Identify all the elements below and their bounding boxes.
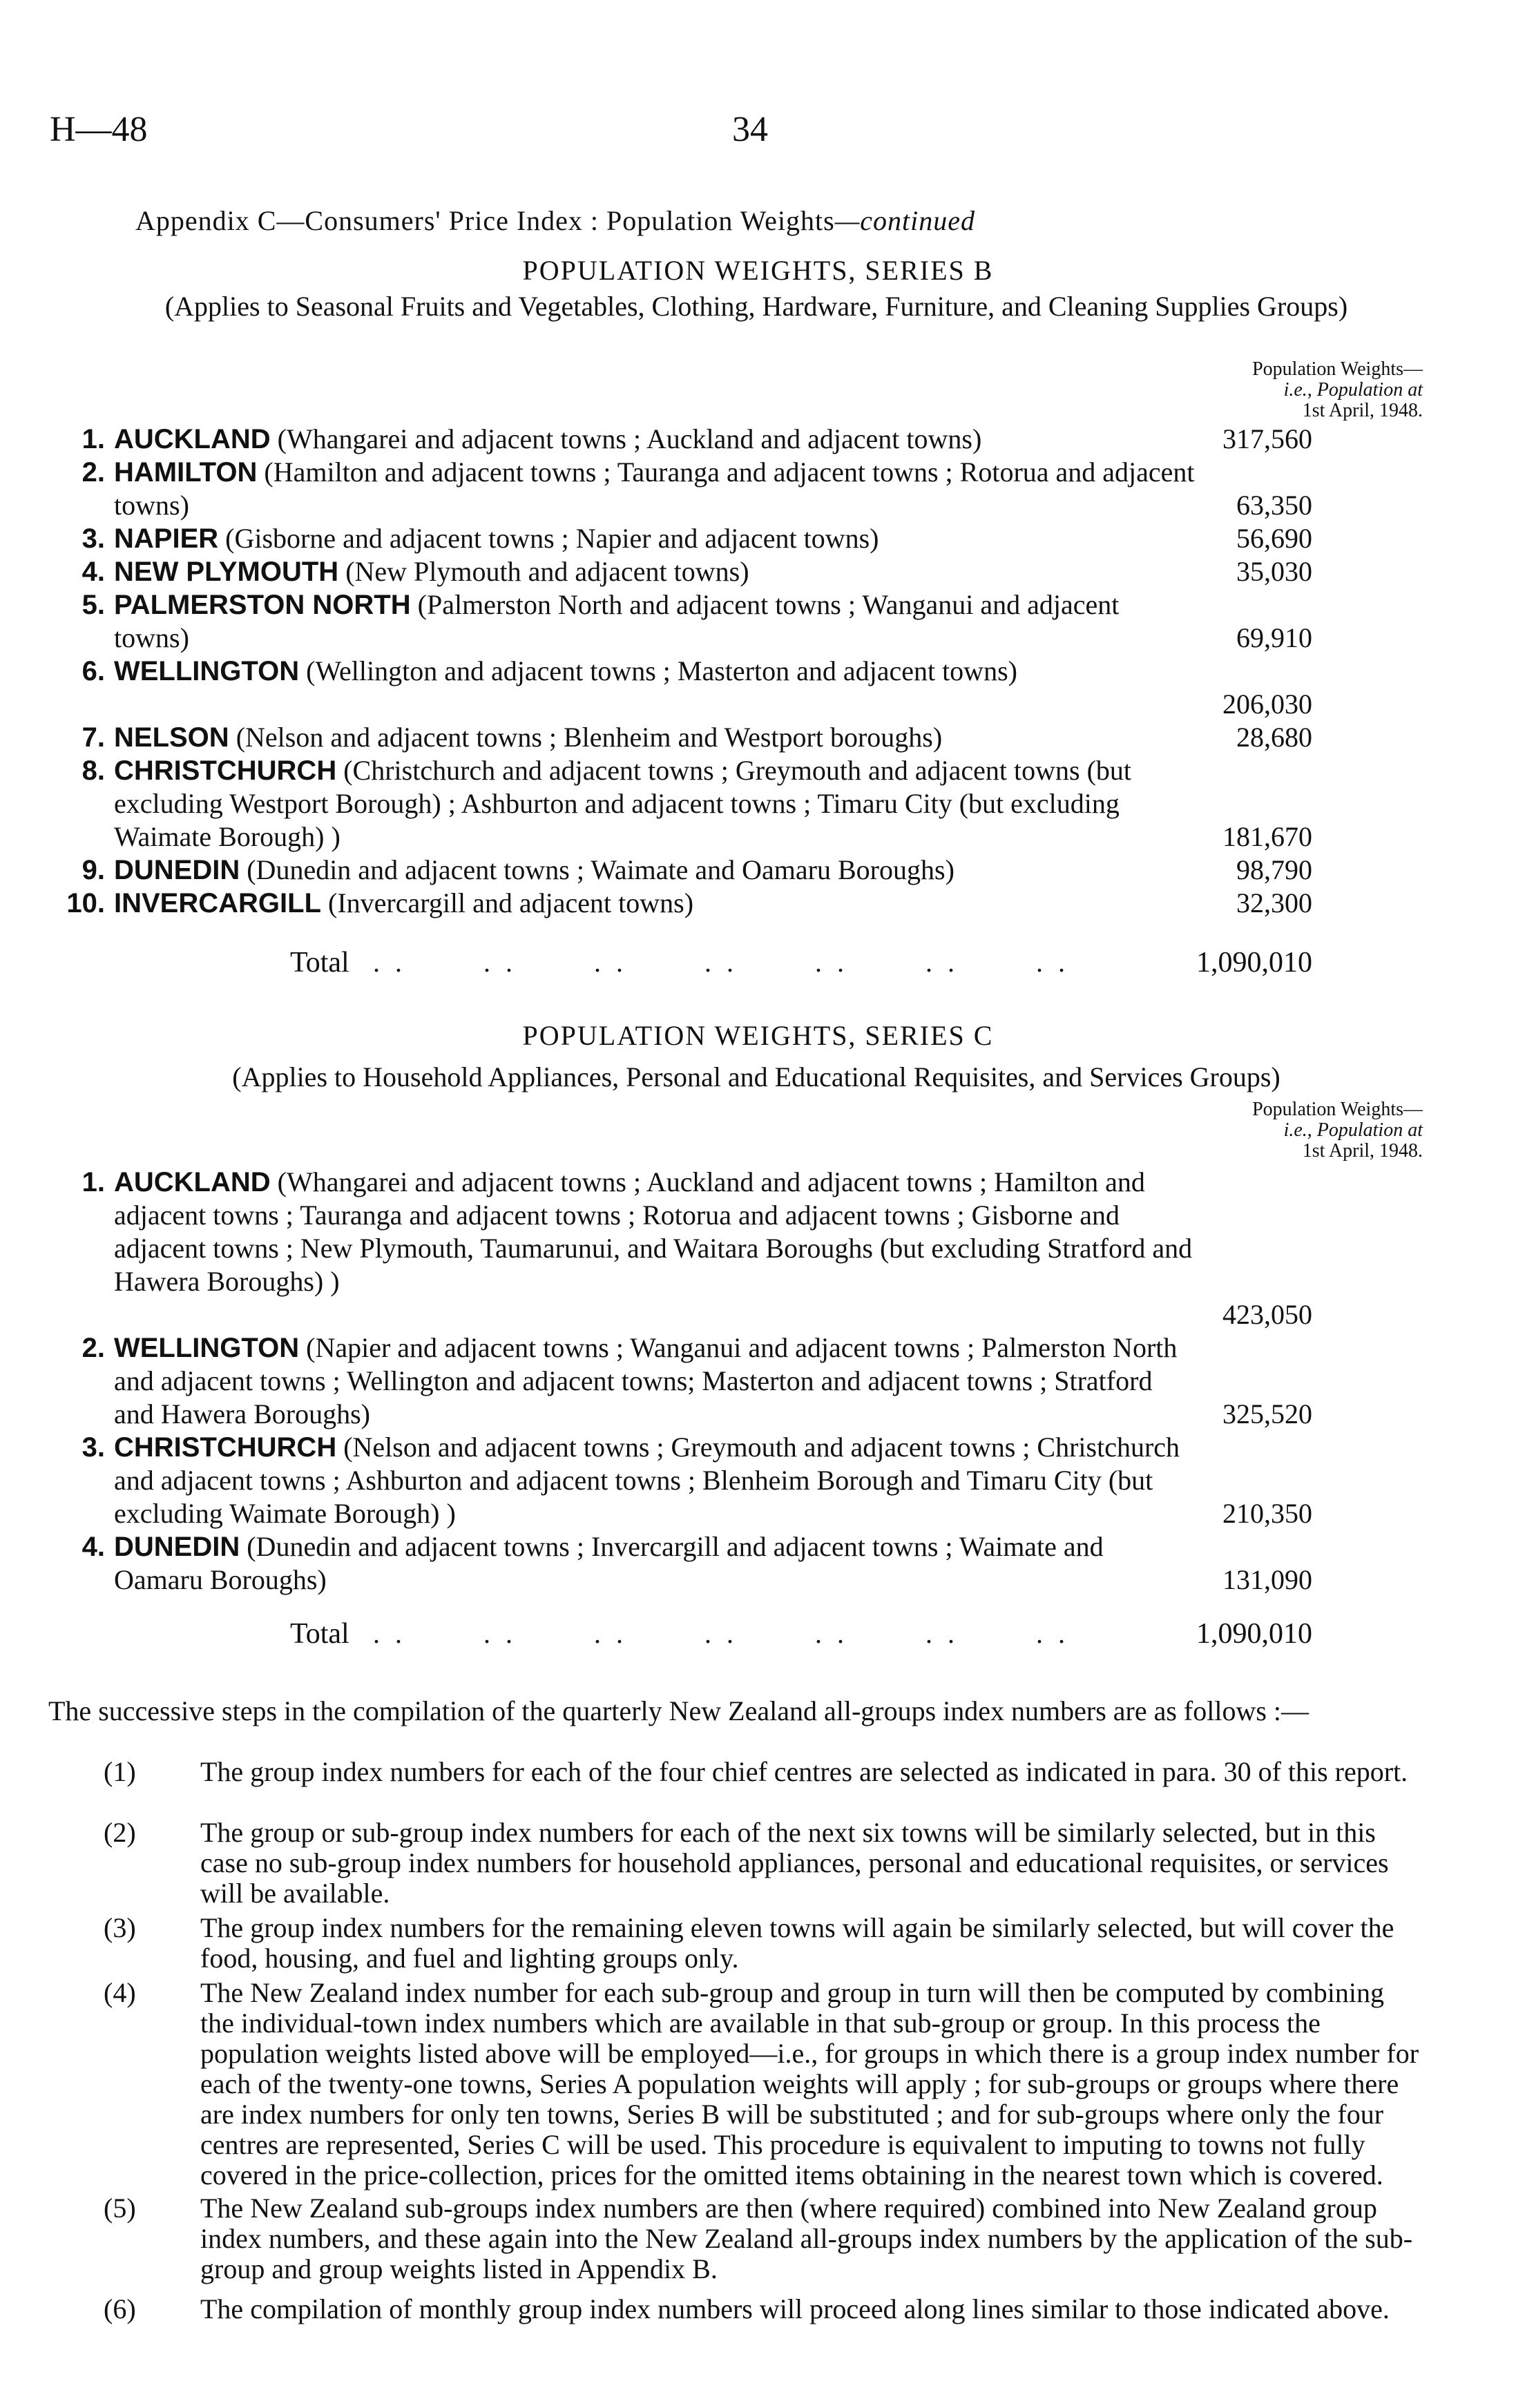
entry-name: WELLINGTON — [114, 1333, 300, 1363]
entry-description: (Whangarei and adjacent towns ; Auckland and adjacent towns) — [270, 423, 982, 454]
entry-description: (Hamilton and adjacent towns ; Tauranga and adjacent towns ; Rotorua and adjacent towns) — [114, 456, 1195, 521]
entry-value: 69,910 — [1236, 622, 1312, 653]
leader-dots: . . . . . . . . . . . . . . — [373, 947, 1069, 978]
step-text: The compilation of monthly group index numbers will proceed along lines similar to those indicated above. — [200, 2293, 1390, 2324]
page-number: 34 — [732, 110, 768, 149]
series-b-title: POPULATION WEIGHTS, SERIES B — [522, 255, 994, 286]
entry-name: DUNEDIN — [114, 855, 240, 885]
entry-number: 2. — [81, 457, 105, 488]
column-head-line: Population Weights— — [1252, 358, 1423, 380]
series-c-subtitle: (Applies to Household Appliances, Personal and Educational Requisites, and Services Groups) — [232, 1061, 1280, 1092]
series-c-column-head — [1112, 1099, 1423, 1162]
entry-description: (Nelson and adjacent towns ; Greymouth and adjacent towns ; Christchurch and adjacent towns ; Ashburton and adjacent towns ; Blenheim Borough and Timaru City (but excluding Waimate Borough) ) — [114, 1432, 1180, 1529]
entry-value: 56,690 — [1236, 523, 1312, 554]
entry-number: 5. — [81, 590, 105, 620]
column-head-line: i.e., Population at — [1283, 379, 1423, 401]
entry-description: (Napier and adjacent towns ; Wanganui and adjacent towns ; Palmerston North and adjacent towns ; Wellington and adjacent towns; Masterton and adjacent towns ; Stratford and Hawera Boroughs) — [114, 1332, 1178, 1429]
entry-description: (Nelson and adjacent towns ; Blenheim and Westport boroughs) — [229, 722, 943, 753]
entry-name: NELSON — [114, 722, 229, 753]
entry-value: 131,090 — [1222, 1564, 1312, 1595]
column-head-line: i.e., Population at — [1283, 1119, 1423, 1141]
entry-value: 206,030 — [1222, 688, 1312, 720]
step-marker: (1) — [104, 1756, 136, 1787]
entry-name: CHRISTCHURCH — [114, 755, 337, 786]
step-text: The New Zealand sub-groups index numbers are then (where required) combined into New Zealand group index numbers, and these again into the New Zealand all-groups index numbers by the application of the sub-group and group weights listed in Appendix B. — [200, 2193, 1413, 2284]
entry-number: 4. — [81, 557, 105, 587]
entry-value: 63,350 — [1236, 490, 1312, 521]
entry-name: AUCKLAND — [114, 1167, 271, 1197]
entry-name: NAPIER — [114, 523, 219, 554]
entry-value: 317,560 — [1222, 423, 1312, 454]
entry-name: AUCKLAND — [114, 424, 271, 454]
appendix-title — [135, 204, 1379, 237]
entry-value: 210,350 — [1222, 1498, 1312, 1529]
entry-description: (Christchurch and adjacent towns ; Greymouth and adjacent towns (but excluding Westport Borough) ; Ashburton and adjacent towns ; Timaru City (but excluding Waimate Borough) ) — [114, 755, 1132, 852]
series-c-total-label: Total — [290, 1618, 349, 1650]
entry-name: PALMERSTON NORTH — [114, 590, 411, 620]
entry-number: 9. — [81, 855, 105, 885]
entry-description: (Dunedin and adjacent towns ; Waimate and Oamaru Boroughs) — [240, 854, 954, 885]
entry-value: 35,030 — [1236, 556, 1312, 587]
step-text: The group or sub-group index numbers for each of the next six towns will be similarly selected, but in this case no sub-group index numbers for household appliances, personal and educational requisites, or services will be available. — [200, 1817, 1389, 1909]
entry-value: 423,050 — [1222, 1299, 1312, 1330]
entry-name: DUNEDIN — [114, 1532, 240, 1562]
entry-number: 3. — [81, 1432, 105, 1463]
page-reference: H—48 — [50, 110, 148, 149]
step-text: The group index numbers for the remaining eleven towns will again be similarly selected, but will cover the food, housing, and fuel and lighting groups only. — [200, 1912, 1394, 1974]
entry-number: 3. — [81, 523, 105, 554]
entry-number: 2. — [81, 1333, 105, 1363]
column-head-line: Population Weights— — [1252, 1099, 1423, 1120]
step-marker: (3) — [104, 1912, 136, 1943]
entry-description: (Palmerston North and adjacent towns ; Wanganui and adjacent towns) — [114, 589, 1120, 653]
step-text: The New Zealand index number for each sub-group and group in turn will then be computed by combining the individual-town index numbers which are available in that sub-group or group. In this process the population weights listed above will be employed—i.e., for groups in which there is a group index number for each of the twenty-one towns, Series A population weights will apply ; for sub-groups or groups where there are index numbers for only ten towns, Series B will be substituted ; and for sub-groups where only the four centres are represented, Series C will be used. This procedure is equivalent to imputing to towns not fully covered in the price-collection, prices for the omitted items obtaining in the nearest town which is covered. — [200, 1977, 1419, 2190]
entry-description: (Whangarei and adjacent towns ; Auckland and adjacent towns ; Hamilton and adjacent towns ; Tauranga and adjacent towns ; Rotorua and adjacent towns ; Gisborne and adjacent towns ; New Plymouth, Taumarunui, and Waitara Boroughs (but excluding Stratford and Hawera Boroughs) ) — [114, 1166, 1193, 1297]
entry-name: INVERCARGILL — [114, 888, 321, 918]
column-head-line: 1st April, 1948. — [1302, 1140, 1423, 1162]
entry-value: 181,670 — [1222, 821, 1312, 852]
entry-number: 4. — [81, 1532, 105, 1562]
leader-dots: . . . . . . . . . . . . . . — [373, 1618, 1069, 1649]
entry-number: 10. — [66, 888, 105, 918]
entry-value: 98,790 — [1236, 854, 1312, 885]
steps-intro: The successive steps in the compilation of the quarterly New Zealand all-groups index numbers are as follows :— — [48, 1695, 1309, 1726]
series-c-total-value: 1,090,010 — [1196, 1618, 1312, 1650]
column-head-line: 1st April, 1948. — [1302, 400, 1423, 421]
series-b-subtitle: (Applies to Seasonal Fruits and Vegetables, Clothing, Hardware, Furniture, and Cleaning Supplies Groups) — [164, 291, 1348, 322]
step-marker: (2) — [104, 1817, 136, 1848]
entry-name: WELLINGTON — [114, 656, 300, 686]
entry-value: 325,520 — [1222, 1398, 1312, 1429]
step-marker: (5) — [104, 2193, 136, 2224]
entry-description: (Invercargill and adjacent towns) — [321, 887, 694, 918]
entry-description: (Wellington and adjacent towns ; Masterton and adjacent towns) — [299, 655, 1017, 686]
entry-name: NEW PLYMOUTH — [114, 557, 339, 587]
series-b-column-head — [1112, 359, 1423, 421]
entry-value: 28,680 — [1236, 722, 1312, 753]
entry-value: 32,300 — [1236, 887, 1312, 918]
appendix-title-text: Appendix C—Consumers' Price Index : Population Weights — [135, 205, 835, 236]
step-marker: (6) — [104, 2293, 136, 2324]
entry-description: (New Plymouth and adjacent towns) — [338, 556, 749, 587]
entry-description: (Dunedin and adjacent towns ; Invercargill and adjacent towns ; Waimate and Oamaru Boroughs) — [114, 1531, 1104, 1595]
entry-number: 8. — [81, 755, 105, 786]
entry-number: 1. — [81, 424, 105, 454]
series-b-total-label: Total — [290, 947, 349, 979]
entry-number: 1. — [81, 1167, 105, 1197]
entry-name: HAMILTON — [114, 457, 258, 488]
entry-name: CHRISTCHURCH — [114, 1432, 337, 1463]
series-c-title: POPULATION WEIGHTS, SERIES C — [522, 1020, 994, 1051]
entry-number: 6. — [81, 656, 105, 686]
series-b-total-value: 1,090,010 — [1196, 947, 1312, 979]
appendix-continued: —continued — [834, 205, 976, 236]
step-text: The group index numbers for each of the four chief centres are selected as indicated in para. 30 of this report. — [200, 1756, 1408, 1787]
entry-number: 7. — [81, 722, 105, 753]
step-marker: (4) — [104, 1977, 136, 2008]
entry-description: (Gisborne and adjacent towns ; Napier and adjacent towns) — [218, 523, 879, 554]
